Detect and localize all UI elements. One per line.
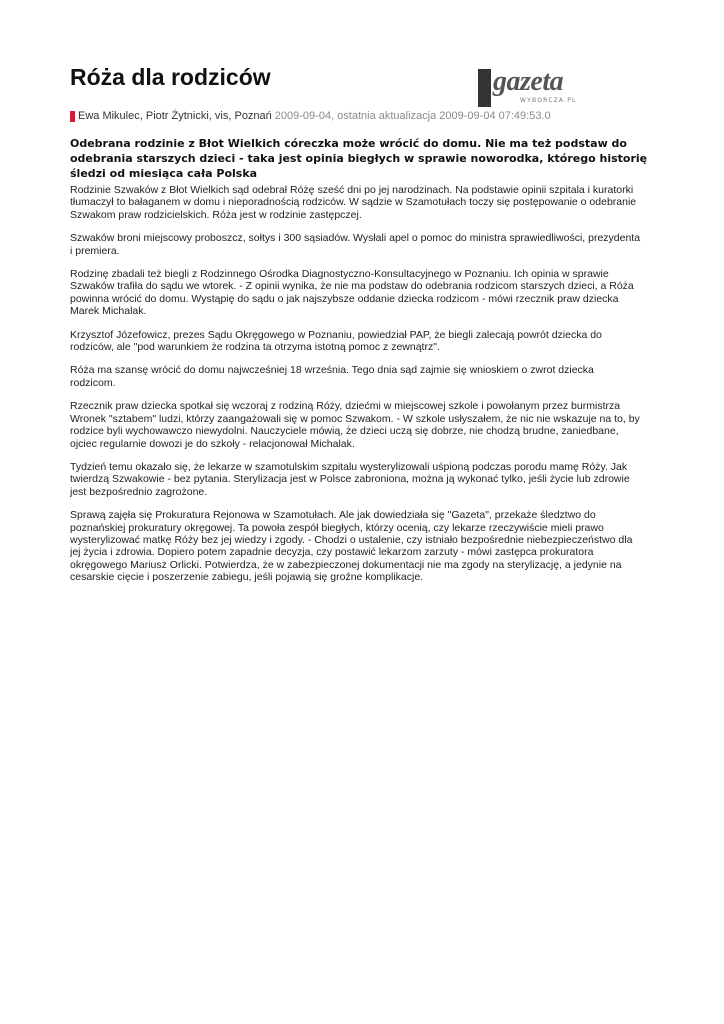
- article-paragraph-4: Krzysztof Józefowicz, prezes Sądu Okręgowego w Poznaniu, powiedział PAP, że biegli zalecają powrót dziecka do rodziców, ale "pod warunkiem że rodzina ta otrzyma istotną pomoc z zewnątrz".: [70, 328, 602, 354]
- article-body: [70, 184, 658, 595]
- article-paragraph-3: Rodzinę zbadali też biegli z Rodzinnego Ośrodka Diagnostyczno-Konsultacyjnego w Poznaniu. Ich opinia w sprawie Szwaków trafiła do sądu we wtorek. - Z opinii wynika, że nie ma podstaw do odebrania rodzicom starszych dzieci, a Róża powinna wrócić do domu. Wystąpię do sądu o jak najszybsze oddanie dziecka rodzicom - mówi rzecznik praw dziecka Marek Michalak.: [70, 268, 634, 318]
- gazeta-logo-icon: [478, 69, 491, 107]
- article-paragraph-7: Tydzień temu okazało się, że lekarze w szamotulskim szpitalu wysterylizowali uśpioną podczas porodu mamę Róży. Jak twierdzą Szwakowie - bez pytania. Sterylizacja jest w Polsce zabroniona, można ją wykonać tylko, jeśli życie lub zdrowie jest bezpośrednio zagrożone.: [70, 460, 630, 498]
- byline: [70, 110, 551, 122]
- article-lead: Odebrana rodzinie z Błot Wielkich córeczka może wrócić do domu. Nie ma też podstaw do odebrania starszych dzieci - taka jest opinia biegłych w sprawie noworodka, którego historię śledzi od miesiąca cała Polska: [70, 137, 648, 180]
- article-title: Róża dla rodziców: [70, 64, 271, 90]
- byline-authors: Ewa Mikulec, Piotr Żytnicki, vis, Poznań: [78, 110, 272, 122]
- gazeta-wyborcza-logo[interactable]: [478, 66, 577, 107]
- byline-marker-icon: [70, 111, 75, 122]
- article-paragraph-1: Rodzinie Szwaków z Błot Wielkich sąd odebrał Różę sześć dni po jej narodzinach. Na podstawie opinii szpitala i kuratorki tłumaczył to bałaganem w domu i nieporadnością rodziców. W sądzie w Szamotułach toczy się postępowanie o odebranie Szwakom praw rodzicielskich. Róża jest w rodzinie zastępczej.: [70, 184, 637, 221]
- logo-subtitle: WYBORCZA.PL: [520, 97, 577, 104]
- byline-dates: 2009-09-04, ostatnia aktualizacja 2009-09-04 07:49:53.0: [274, 110, 551, 122]
- article-paragraph-2: Szwaków broni miejscowy proboszcz, sołtys i 300 sąsiadów. Wysłali apel o pomoc do ministra sprawiedliwości, prezydenta i premiera.: [70, 232, 641, 257]
- article-paragraph-5: Róża ma szansę wrócić do domu najwcześniej 18 września. Tego dnia sąd zajmie się wnioskiem o zwrot dziecka rodzicom.: [70, 364, 594, 389]
- article-paragraph-6: Rzecznik praw dziecka spotkał się wczoraj z rodziną Róży, dziećmi w miejscowej szkole i powołanym przez burmistrza Wronek "sztabem" ludzi, którzy zaangażowali się w pomoc Szwakom. - W szkole usłyszałem, że nic nie wskazuje na to, by rodzice byli wychowawczo niewydolni. Nauczyciele mówią, że dzieci uczą się dobrze, nie chodzą brudne, zaniedbane, ojciec regularnie dowozi je do szkoły - relacjonował Michalak.: [70, 400, 640, 450]
- article-paragraph-8: Sprawą zajęła się Prokuratura Rejonowa w Szamotułach. Ale jak dowiedziała się "Gazeta", przekaże śledztwo do poznańskiej prokuratury okręgowej. Ta powoła zespół biegłych, którzy ocenią, czy lekarze rzeczywiście mieli prawo wysterylizować matkę Róży bez jej wiedzy i zgody. - Chodzi o ustalenie, czy istniało bezpośrednie niebezpieczeństwo dla jej życia i zdrowia. Dopiero potem zapadnie decyzja, czy postawić lekarzom zarzuty - mówi zastępca prokuratora okręgowego Mariusz Orlicki. Potwierdza, że w zabezpieczonej dokumentacji nie ma zgody na sterylizację, a jedynie na cesarskie cięcie i poszerzenie zabiegu, jeśli pojawią się groźne komplikacje.: [70, 509, 633, 584]
- logo-wordmark: gazeta: [493, 66, 564, 97]
